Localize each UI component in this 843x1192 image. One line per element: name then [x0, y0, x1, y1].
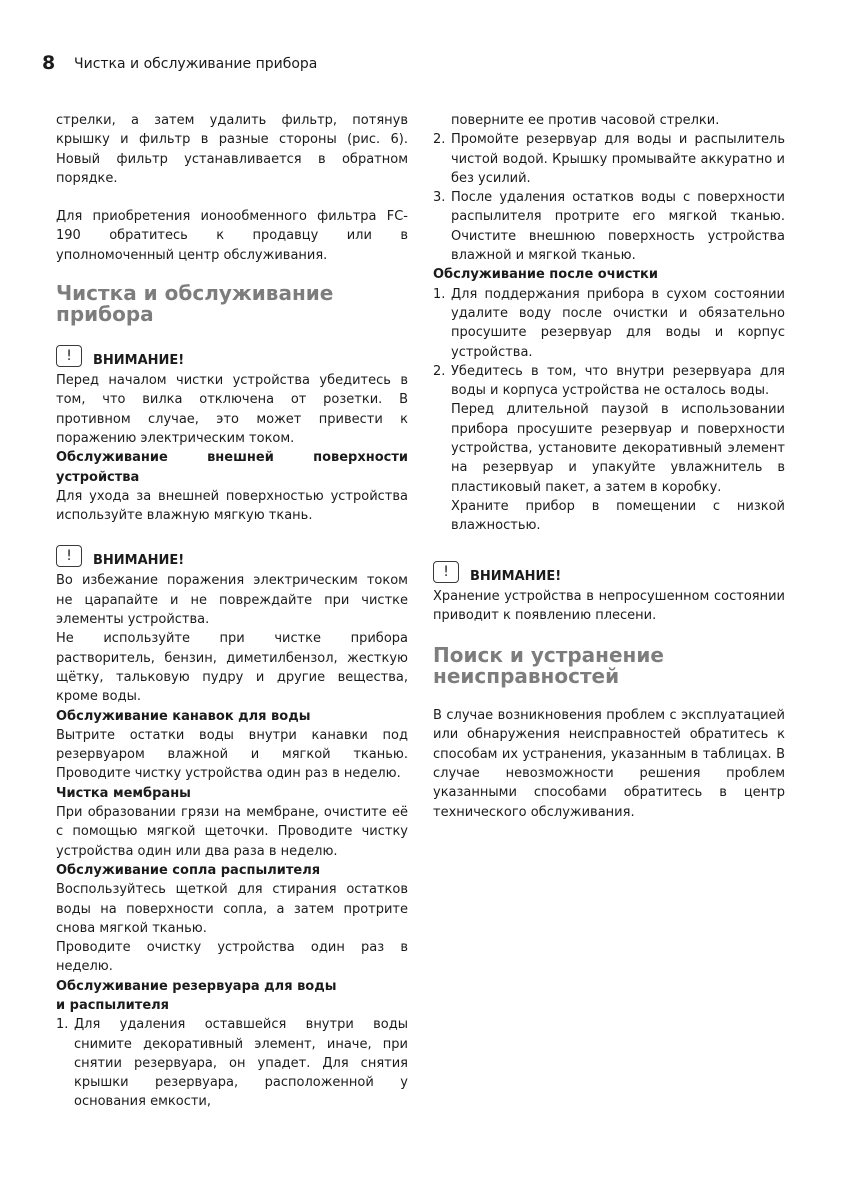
membrane-text: При образовании грязи на мембране, очистите её с помощью мягкой щеточки. Проводите чистку устройства один или два раза в неделю.: [56, 805, 408, 859]
list-item: [433, 111, 785, 130]
nozzle-heading: Обслуживание сопла распылителя: [56, 862, 321, 878]
list-item-text: Перед длительной паузой в использовании прибора просушите резервуар и поверхности устройства, установите декоративный элемент на резервуар и упакуйте увлажнитель в пластиковый пакет, а затем в коробку.: [451, 402, 785, 495]
list-number: 1.: [433, 286, 446, 302]
warning-label: ВНИМАНИЕ!: [93, 353, 185, 369]
list-number: 3.: [433, 190, 446, 206]
warning-icon: !: [433, 561, 459, 583]
warning-icon: !: [56, 345, 82, 367]
list-item-text: Для поддержания прибора в сухом состоянии удалите воду после очистки и обязательно просушите резервуар для воды и корпус устройства.: [451, 286, 785, 360]
list-item-text: поверните ее против часовой стрелки.: [451, 113, 720, 128]
tank-list: [56, 1015, 408, 1111]
running-title: Чистка и обслуживание прибора: [74, 56, 318, 72]
left-column: [56, 111, 408, 1112]
list-item-text: Промойте резервуар для воды и распылитель чистой водой. Крышку промывайте аккуратно и без усилий.: [451, 132, 785, 186]
nozzle-text: Проводите очистку устройства один раз в неделю.: [56, 940, 408, 975]
warning-text: Перед началом чистки устройства убедитесь в том, что вилка отключена от розетки. В противном случае, это может привести к поражению электрическим током.: [56, 373, 408, 446]
tank-list-continued: [433, 111, 785, 265]
section-title-cleaning: Чистка и обслуживание прибора: [56, 281, 334, 327]
warning-text: Во избежание поражения электрическим током не царапайте и не повреждайте при чистке элементы устройства.: [56, 573, 408, 628]
warning-text: Не используйте при чистке прибора растворитель, бензин, диметилбензол, жесткую щётку, тальковую пудру и другие вещества, кроме воды.: [56, 631, 408, 705]
after-cleaning-heading: Обслуживание после очистки: [433, 267, 658, 283]
section-title-troubleshooting: [433, 645, 785, 687]
warning-label: ВНИМАНИЕ!: [93, 553, 185, 569]
right-column: [433, 111, 785, 822]
list-item-text: После удаления остатков воды с поверхности распылителя протрите его мягкой тканью. Очистите внешнюю поверхность устройства влажной и мягкой тканью.: [451, 190, 785, 264]
nozzle-text: Воспользуйтесь щеткой для стирания остатков воды на поверхности сопла, а затем протрите снова мягкой тканью.: [56, 882, 408, 936]
filter-paragraph: стрелки, а затем удалить фильтр, потянув крышку и фильтр в разные стороны (рис. 6). Новый фильтр устанавливается в обратном порядке.: [56, 113, 408, 186]
list-number: 1.: [56, 1017, 69, 1033]
grooves-heading: Обслуживание канавок для воды: [56, 708, 311, 724]
troubleshooting-text: В случае возникновения проблем с эксплуатацией или обнаружения неисправностей обратитесь к способам их устранения, указанным в таблицах. В случае невозможности решения проблем указанными способами обратитесь в центр технического обслуживания.: [433, 708, 785, 820]
list-item: [433, 130, 785, 188]
page-number: 8: [42, 52, 56, 74]
list-item-text: Убедитесь в том, что внутри резервуара для воды и корпуса устройства не осталось воды.: [451, 363, 785, 399]
warning-block: [56, 545, 408, 706]
section-title-line: неисправностей: [433, 664, 620, 689]
page-header: [42, 52, 802, 76]
exterior-text: Для ухода за внешней поверхностью устройства используйте влажную мягкую ткань.: [56, 488, 408, 524]
membrane-heading: Чистка мембраны: [56, 785, 191, 801]
list-item: [433, 285, 785, 362]
warning-label: ВНИМАНИЕ!: [470, 568, 562, 584]
tank-heading: и распылителя: [56, 997, 170, 1013]
warning-block: [433, 561, 785, 626]
list-item-text: Для удаления оставшейся внутри воды снимите декоративный элемент, иначе, при снятии резервуара, он упадет. Для снятия крышки резервуара, расположенной у основания емкости,: [74, 1017, 408, 1110]
list-item: [56, 1015, 408, 1111]
after-cleaning-list: [433, 285, 785, 536]
grooves-text: Вытрите остатки воды внутри канавки под резервуаром влажной и мягкой тканью. Проводите чистку устройства один раз в неделю.: [56, 727, 408, 782]
exterior-heading: Обслуживание внешней поверхности устройства: [56, 450, 408, 485]
warning-text: Хранение устройства в непросушенном состоянии приводит к появлению плесени.: [433, 588, 785, 623]
warning-icon: !: [56, 545, 82, 567]
section-title-line: Поиск и устранение: [433, 643, 664, 668]
tank-heading: Обслуживание резервуара для воды: [56, 978, 337, 994]
warning-block: [56, 345, 408, 448]
purchase-paragraph: Для приобретения ионообменного фильтра FC-190 обратитесь к продавцу или в уполномоченный центр обслуживания.: [56, 209, 408, 263]
list-number: 2.: [433, 363, 446, 379]
list-item-text: Храните прибор в помещении с низкой влажностью.: [451, 498, 785, 534]
list-item: [433, 362, 785, 536]
list-item: [433, 188, 785, 265]
list-number: 2.: [433, 132, 446, 148]
